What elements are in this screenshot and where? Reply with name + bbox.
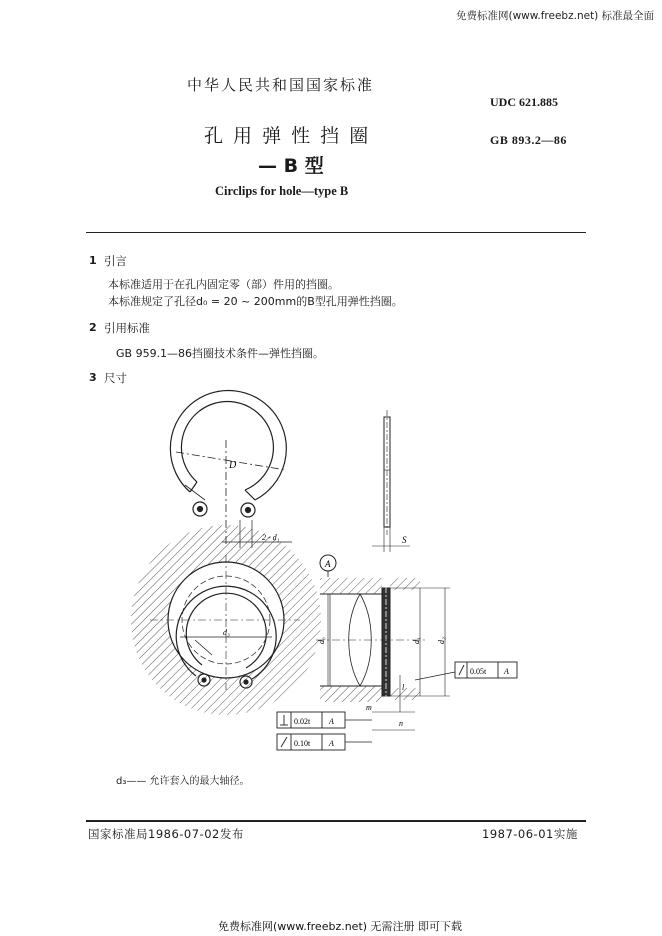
tol-datum-perp: A	[329, 717, 334, 726]
section-2-heading: 引用标准	[104, 321, 150, 335]
watermark-bottom: 免费标准网(www.freebz.net) 无需注册 即可下载	[218, 920, 463, 933]
label-2d1: 2 - d₁	[262, 533, 280, 542]
section-3-heading: 尺寸	[104, 371, 127, 385]
tolerance-frame-perpendicularity	[277, 712, 345, 728]
label-d3: d₃	[223, 628, 230, 637]
tol-value-perp: 0.02t	[294, 717, 311, 726]
issued-date: 国家标准局1986-07-02发布	[88, 827, 244, 841]
label-n: n	[399, 719, 403, 728]
gb-number: GB 893.2—86	[490, 133, 567, 147]
label-l: l	[402, 683, 405, 692]
label-d1: d₁	[412, 637, 421, 644]
ring-side-view	[372, 410, 410, 552]
label-d0: d₀	[317, 637, 326, 644]
label-d2: d₂	[437, 637, 446, 644]
title-cn-line2: — B 型	[258, 155, 324, 177]
watermark-top: 免费标准网(www.freebz.net) 标准最全面	[456, 10, 655, 22]
section-2-number: 2	[89, 321, 97, 334]
label-D: D	[229, 460, 237, 471]
section-1-number: 1	[89, 254, 97, 267]
tol-datum-runout-2: A	[329, 739, 334, 748]
tol-datum-runout-1: A	[504, 667, 509, 676]
section-1-heading: 引言	[104, 254, 127, 268]
org-title: 中华人民共和国国家标准	[187, 76, 375, 94]
udc-number: UDC 621.885	[490, 95, 558, 109]
footnote: d₃—— 允许套入的最大轴径。	[116, 776, 250, 787]
title-cn-line1: 孔 用 弹 性 挡 圈	[204, 125, 371, 147]
reference-line: GB 959.1—86挡圈技术条件—弹性挡圈。	[116, 347, 325, 360]
ring-installed-view	[131, 525, 321, 715]
title-en: Circlips for hole—type B	[215, 184, 349, 198]
tolerance-frame-runout-2	[277, 734, 345, 750]
label-m: m	[366, 703, 372, 712]
tol-value-runout-2: 0.10t	[294, 739, 311, 748]
effective-date: 1987-06-01实施	[482, 827, 578, 841]
intro-line-2: 本标准规定了孔径d₀ = 20 ~ 200mm的B型孔用弹性挡圈。	[108, 295, 403, 308]
label-A-datum: A	[325, 559, 331, 569]
label-S: S	[402, 535, 407, 545]
tol-value-runout-1: 0.05t	[470, 667, 487, 676]
intro-line-1: 本标准适用于在孔内固定零（部）件用的挡圈。	[108, 278, 339, 291]
footer-rule	[86, 820, 586, 822]
section-3-number: 3	[89, 371, 97, 384]
